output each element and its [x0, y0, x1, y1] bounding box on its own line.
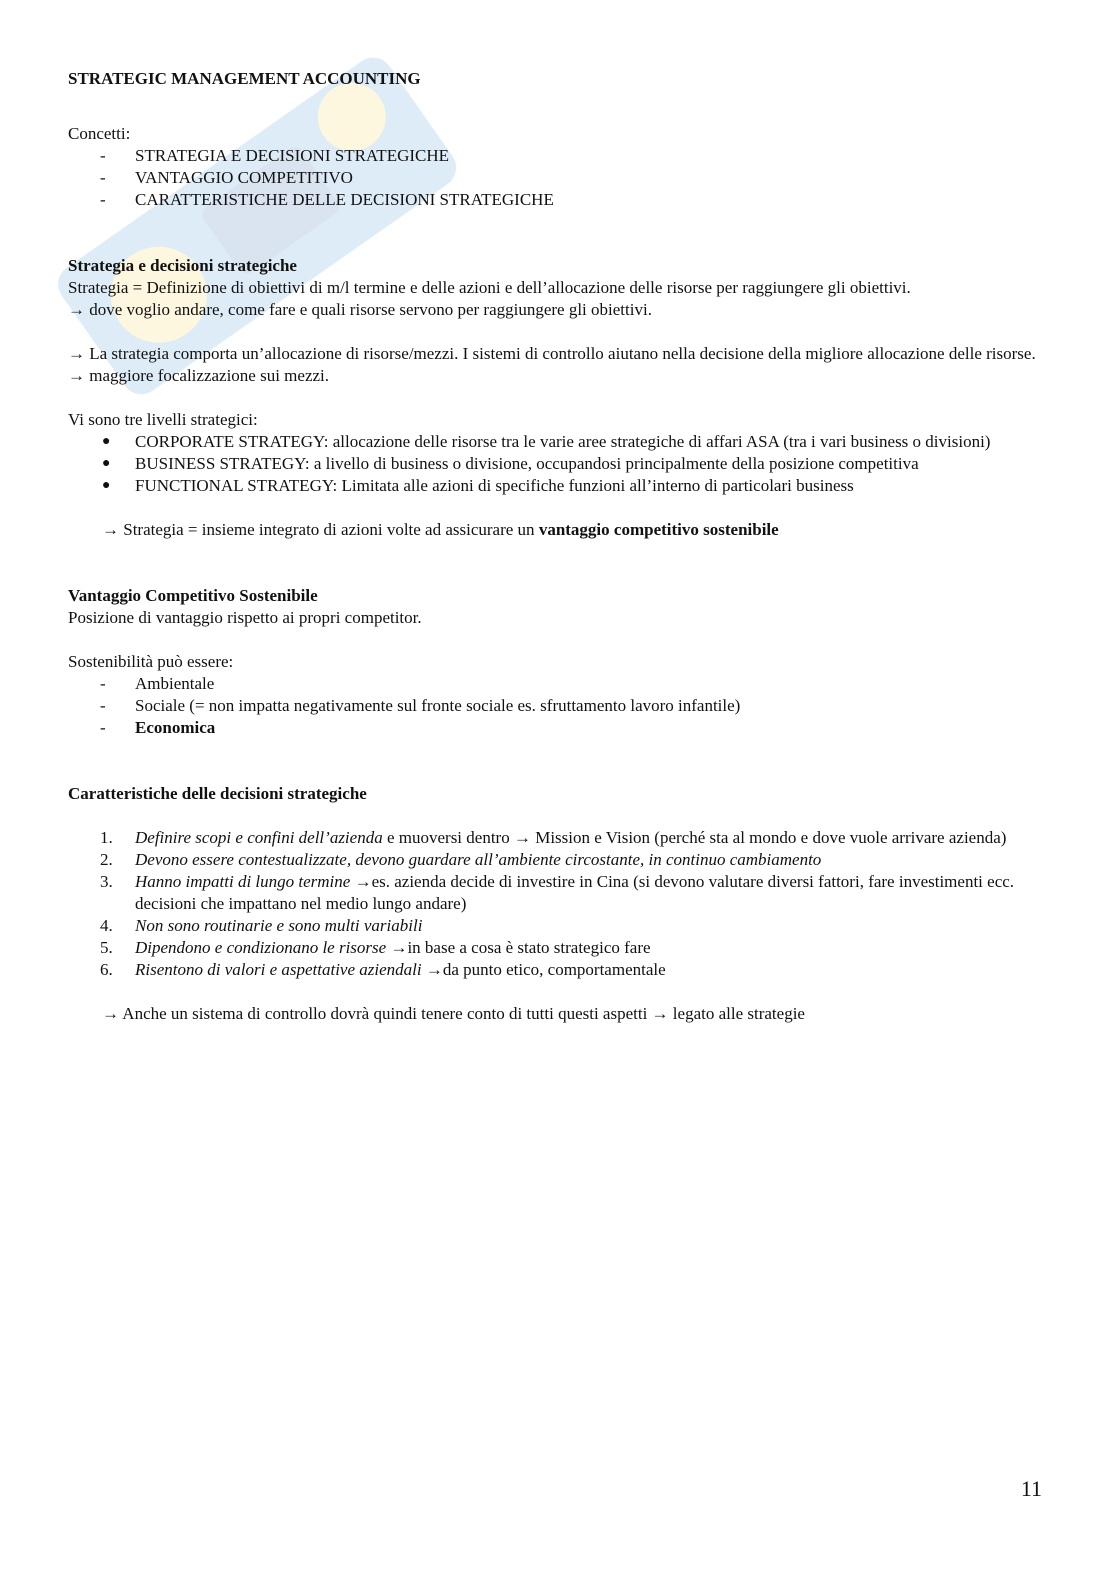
bullet-marker: ● [102, 478, 111, 493]
dash-marker: - [100, 168, 106, 187]
strategia-arrow-line: → dove voglio andare, come fare e quali risorse servono per raggiungere gli obiettivi. [68, 300, 652, 319]
dash-marker: - [100, 190, 106, 209]
bullet-marker: ● [102, 434, 111, 449]
strategia-paragraph: → La strategia comporta un’allocazione di risorse/mezzi. I sistemi di controllo aiutano nella decisione della migliore allocazione delle risorse. → maggiore focalizzazione sui mezzi. [68, 344, 1036, 385]
dash-marker: - [100, 718, 106, 737]
list-item: 5. Dipendono e condizionano le risorse →in base a cosa è stato strategico fare [100, 938, 651, 957]
bullet-marker: ● [102, 456, 111, 471]
list-item: 2. Devono essere contestualizzate, devono guardare all’ambiente circostante, in continuo cambiamento [100, 850, 822, 869]
list-item: ● CORPORATE STRATEGY: allocazione delle risorse tra le varie aree strategiche di affari ASA (tra i vari business o divisioni) [102, 432, 991, 451]
document-body [68, 68, 1048, 1025]
caratteristiche-conclusion: → Anche un sistema di controllo dovrà quindi tenere conto di tutti questi aspetti → legato alle strategie [102, 1004, 805, 1023]
list-item: - Ambientale [100, 674, 215, 693]
list-item: - CARATTERISTICHE DELLE DECISIONI STRATEGICHE [100, 190, 554, 209]
levels-list [68, 431, 1048, 497]
dash-marker: - [100, 696, 106, 715]
section-heading-strategia: Strategia e decisioni strategiche [68, 256, 297, 275]
list-item: 4. Non sono routinarie e sono multi variabili [100, 916, 423, 935]
list-item: 3. Hanno impatti di lungo termine →es. azienda decide di investire in Cina (si devono valutare diversi fattori, fare investimenti ecc. decisioni che impattano nel medio lungo andare) [100, 872, 1015, 913]
sostenibilita-label: Sostenibilità può essere: [68, 652, 234, 671]
document-title: STRATEGIC MANAGEMENT ACCOUNTING [68, 69, 421, 88]
list-item: - Sociale (= non impatta negativamente sul fronte sociale es. sfruttamento lavoro infantile) [100, 696, 741, 715]
list-item: 1. Definire scopi e confini dell’azienda e muoversi dentro → Mission e Vision (perché sta al mondo e dove vuole arrivare azienda) [100, 828, 1007, 847]
concetti-label: Concetti: [68, 124, 131, 143]
sostenibilita-list [68, 673, 1048, 739]
list-item: ● FUNCTIONAL STRATEGY: Limitata alle azioni di specifiche funzioni all’interno di particolari business [102, 476, 854, 495]
concetti-list [68, 145, 1048, 211]
strategia-definition: Strategia = Definizione di obiettivi di m/l termine e delle azioni e dell’allocazione delle risorse per raggiungere gli obiettivi. [68, 278, 911, 297]
dash-marker: - [100, 146, 106, 165]
section-heading-caratteristiche: Caratteristiche delle decisioni strategiche [68, 784, 367, 803]
list-item: - Economica [100, 718, 216, 737]
section-heading-vantaggio: Vantaggio Competitivo Sostenibile [68, 586, 318, 605]
list-item: - VANTAGGIO COMPETITIVO [100, 168, 353, 187]
list-item: 6. Risentono di valori e aspettative aziendali →da punto etico, comportamentale [100, 960, 666, 979]
dash-marker: - [100, 674, 106, 693]
list-item: - STRATEGIA E DECISIONI STRATEGICHE [100, 146, 450, 165]
page-number: 11 [1020, 1476, 1042, 1501]
levels-label: Vi sono tre livelli strategici: [68, 410, 258, 429]
strategia-conclusion: → Strategia = insieme integrato di azioni volte ad assicurare un vantaggio competitivo sostenibile [102, 520, 779, 539]
vantaggio-definition: Posizione di vantaggio rispetto ai propri competitor. [68, 608, 422, 627]
caratteristiche-list [68, 827, 1048, 981]
list-item: ● BUSINESS STRATEGY: a livello di business o divisione, occupandosi principalmente della posizione competitiva [102, 454, 919, 473]
